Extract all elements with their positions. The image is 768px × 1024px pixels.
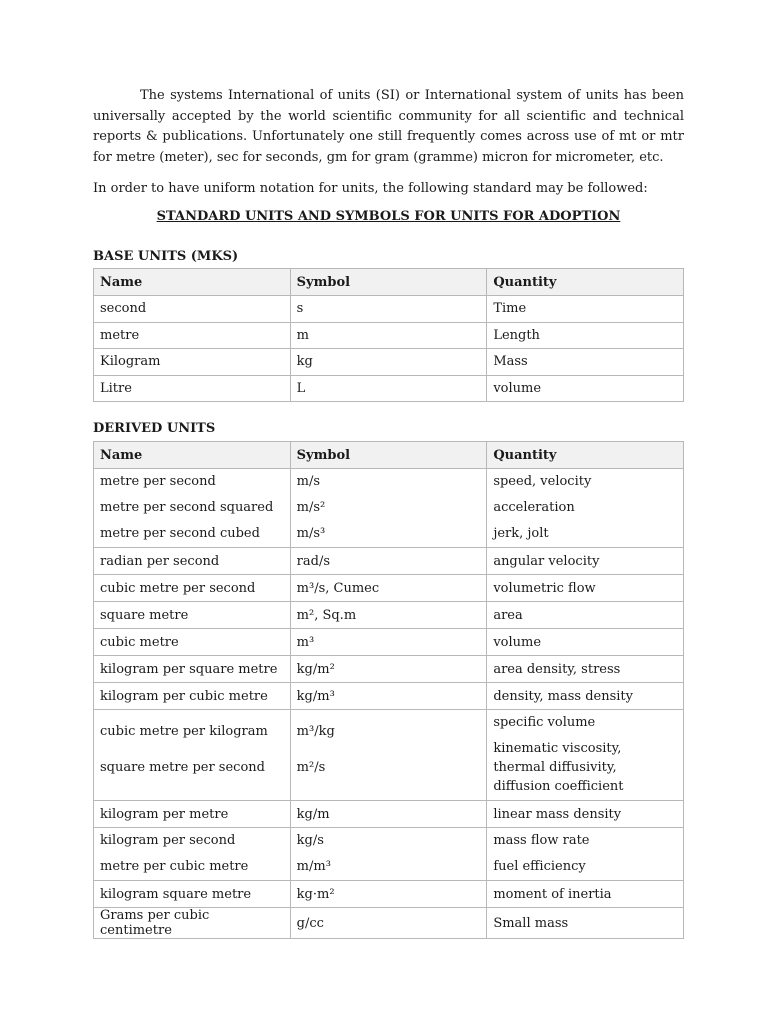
unit-symbol: m/m³ xyxy=(296,859,331,874)
base-units-table xyxy=(93,268,684,402)
unit-symbol: s xyxy=(290,296,487,323)
unit-name: Grams per cubic centimetre xyxy=(94,908,291,939)
table-row xyxy=(94,881,684,908)
unit-symbol-group xyxy=(290,469,487,548)
table-row xyxy=(94,801,684,828)
unit-symbol: kg/m xyxy=(290,801,487,828)
intro-paragraph: The systems International of units (SI) or International system of units has been universally accepted by the world scientific community for all scientific and technical reports & publications. Unfortunately one still frequently comes across use of mt or mtr for metre (meter), sec for seconds, gm for gram (gramme) micron for micrometer, etc. xyxy=(93,88,684,165)
unit-symbol: m³/kg xyxy=(296,724,335,739)
unit-symbol: kg/m³ xyxy=(290,683,487,710)
table-header-row xyxy=(94,442,684,469)
unit-quantity: jerk, jolt xyxy=(493,526,549,541)
unit-name: cubic metre per second xyxy=(94,575,291,602)
table-row xyxy=(94,656,684,683)
unit-quantity: Time xyxy=(487,296,684,323)
unit-name: second xyxy=(94,296,291,323)
column-header-symbol: Symbol xyxy=(290,269,487,296)
unit-name: kilogram per square metre xyxy=(94,656,291,683)
unit-symbol: rad/s xyxy=(290,548,487,575)
table-row xyxy=(94,683,684,710)
unit-quantity: speed, velocity xyxy=(493,474,592,489)
unit-name: radian per second xyxy=(94,548,291,575)
page-title: STANDARD UNITS AND SYMBOLS FOR UNITS FOR ADOPTION xyxy=(156,209,621,224)
unit-name: kilogram square metre xyxy=(94,881,291,908)
table-row xyxy=(94,296,684,323)
unit-symbol: m/s² xyxy=(296,500,326,515)
unit-quantity: Mass xyxy=(487,349,684,376)
unit-symbol: m xyxy=(290,322,487,349)
table-row xyxy=(94,908,684,939)
unit-quantity: density, mass density xyxy=(487,683,684,710)
unit-quantity: Length xyxy=(487,322,684,349)
column-header-name: Name xyxy=(94,269,291,296)
unit-quantity: area xyxy=(487,602,684,629)
unit-name: metre per second cubed xyxy=(100,526,260,541)
unit-quantity: Small mass xyxy=(487,908,684,939)
unit-quantity: linear mass density xyxy=(487,801,684,828)
unit-name: cubic metre per kilogram xyxy=(100,724,268,739)
unit-quantity-group xyxy=(487,710,684,801)
unit-quantity: specific volume xyxy=(493,715,596,730)
unit-name: kilogram per metre xyxy=(94,801,291,828)
unit-symbol: kg/s xyxy=(296,833,324,848)
table-row xyxy=(94,322,684,349)
unit-symbol: m³ xyxy=(290,629,487,656)
unit-name: Litre xyxy=(94,375,291,402)
unit-name-group xyxy=(94,710,291,801)
unit-quantity-group xyxy=(487,469,684,548)
instruction-paragraph: In order to have uniform notation for units, the following standard may be followed: xyxy=(93,181,648,196)
unit-name: kilogram per cubic metre xyxy=(94,683,291,710)
unit-symbol: kg·m² xyxy=(290,881,487,908)
unit-quantity: moment of inertia xyxy=(487,881,684,908)
unit-name: metre per second squared xyxy=(100,500,274,515)
unit-name: cubic metre xyxy=(94,629,291,656)
unit-symbol-group xyxy=(290,710,487,801)
unit-symbol: g/cc xyxy=(290,908,487,939)
unit-symbol: m³/s, Cumec xyxy=(290,575,487,602)
unit-quantity: volume xyxy=(487,375,684,402)
unit-quantity: fuel efficiency xyxy=(493,859,586,874)
unit-quantity: acceleration xyxy=(493,500,575,515)
column-header-quantity: Quantity xyxy=(487,442,684,469)
table-row xyxy=(94,828,684,881)
table-row xyxy=(94,375,684,402)
table-row xyxy=(94,629,684,656)
unit-quantity: area density, stress xyxy=(487,656,684,683)
document-page xyxy=(93,86,684,938)
table-row-group xyxy=(94,710,684,801)
column-header-quantity: Quantity xyxy=(487,269,684,296)
table-header-row xyxy=(94,269,684,296)
unit-symbol: kg xyxy=(290,349,487,376)
unit-name: metre per cubic metre xyxy=(100,859,249,874)
table-row xyxy=(94,349,684,376)
unit-symbol-group xyxy=(290,828,487,881)
unit-symbol: m²/s xyxy=(296,760,326,775)
unit-quantity-group xyxy=(487,828,684,881)
unit-quantity: volume xyxy=(487,629,684,656)
derived-units-heading: DERIVED UNITS xyxy=(93,421,216,436)
unit-name: metre xyxy=(94,322,291,349)
unit-name: Kilogram xyxy=(94,349,291,376)
unit-name: metre per second xyxy=(100,474,216,489)
table-row xyxy=(94,575,684,602)
unit-name-group xyxy=(94,469,291,548)
unit-quantity: volumetric flow xyxy=(487,575,684,602)
unit-symbol: m/s xyxy=(296,474,321,489)
unit-name-group xyxy=(94,828,291,881)
table-row xyxy=(94,602,684,629)
unit-symbol: kg/m² xyxy=(290,656,487,683)
column-header-symbol: Symbol xyxy=(290,442,487,469)
unit-name: kilogram per second xyxy=(100,833,236,848)
unit-symbol: m/s³ xyxy=(296,526,326,541)
unit-quantity: kinematic viscosity, thermal diffusivity, diffusion coefficient xyxy=(493,741,624,794)
unit-name: square metre per second xyxy=(100,760,265,775)
derived-units-table xyxy=(93,441,684,939)
table-row xyxy=(94,548,684,575)
unit-quantity: mass flow rate xyxy=(493,833,590,848)
column-header-name: Name xyxy=(94,442,291,469)
unit-name: square metre xyxy=(94,602,291,629)
table-row xyxy=(94,469,684,548)
unit-symbol: L xyxy=(290,375,487,402)
unit-symbol: m², Sq.m xyxy=(290,602,487,629)
unit-quantity: angular velocity xyxy=(487,548,684,575)
base-units-heading: BASE UNITS (MKS) xyxy=(93,249,239,264)
